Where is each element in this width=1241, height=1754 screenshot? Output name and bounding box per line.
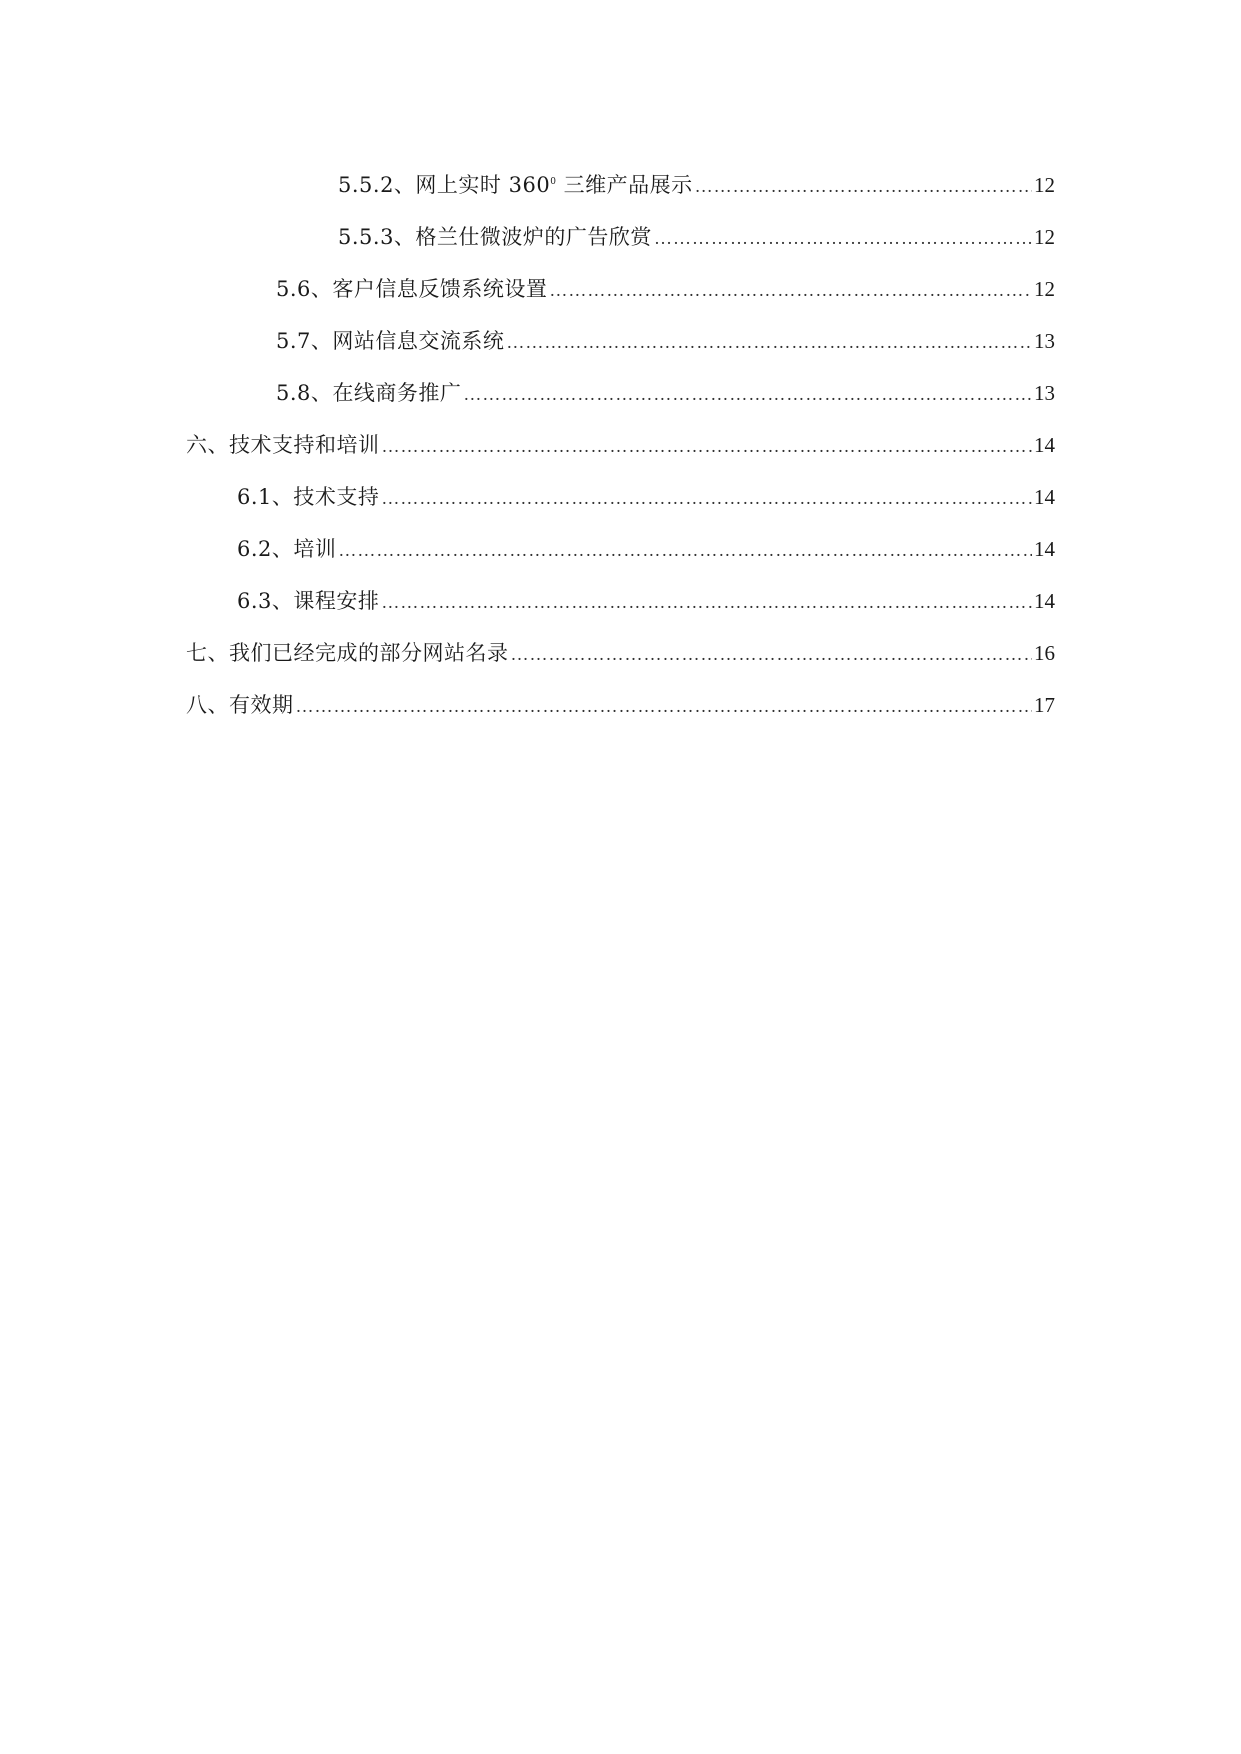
toc-dot-leader bbox=[506, 327, 1032, 357]
toc-entry-5-6[interactable] bbox=[276, 274, 1055, 304]
toc-dot-leader bbox=[382, 431, 1033, 461]
toc-entry-section-8[interactable] bbox=[186, 690, 1055, 720]
toc-entry-5-5-2[interactable] bbox=[338, 170, 1055, 200]
toc-page-number: 14 bbox=[1034, 589, 1055, 613]
toc-page-number: 13 bbox=[1034, 381, 1055, 405]
toc-entry-section-6[interactable] bbox=[186, 430, 1055, 460]
toc-dot-leader bbox=[338, 535, 1032, 565]
toc-entry-5-7[interactable] bbox=[276, 326, 1055, 356]
toc-entry-label: 5.5.2、网上实时 $360^0$ 三维产品展示 bbox=[338, 173, 693, 197]
toc-dot-leader bbox=[381, 587, 1032, 617]
toc-dot-leader bbox=[695, 171, 1032, 201]
toc-page-number: 12 bbox=[1034, 225, 1055, 249]
toc-entry-label: 八、有效期 bbox=[186, 693, 294, 717]
toc-entry-label: 5.5.3、格兰仕微波炉的广告欣赏 bbox=[338, 225, 652, 249]
toc-dot-leader bbox=[654, 223, 1032, 253]
toc-entry-label: 六、技术支持和培训 bbox=[186, 433, 380, 457]
toc-entry-label: 七、我们已经完成的部分网站名录 bbox=[186, 641, 509, 665]
toc-entry-label: 6.2、培训 bbox=[237, 537, 337, 561]
toc-entry-5-8[interactable] bbox=[276, 378, 1055, 408]
toc-page-number: 14 bbox=[1034, 537, 1055, 561]
toc-entry-6-2[interactable] bbox=[237, 534, 1055, 564]
toc-dot-leader bbox=[511, 639, 1033, 669]
toc-page-number: 14 bbox=[1034, 433, 1055, 457]
toc-entry-label: 5.8、在线商务推广 bbox=[276, 381, 462, 405]
toc-dot-leader bbox=[463, 379, 1032, 409]
toc-entry-label: 6.3、课程安排 bbox=[237, 589, 380, 613]
toc-entry-label: 5.6、客户信息反馈系统设置 bbox=[276, 277, 548, 301]
toc-page-number: 14 bbox=[1034, 485, 1055, 509]
toc-dot-leader bbox=[381, 483, 1032, 513]
toc-page-number: 12 bbox=[1034, 277, 1055, 301]
toc-entry-5-5-3[interactable] bbox=[338, 222, 1055, 252]
toc-entry-label: 5.7、网站信息交流系统 bbox=[276, 329, 505, 353]
toc-dot-leader bbox=[296, 691, 1033, 721]
toc-entry-6-1[interactable] bbox=[237, 482, 1055, 512]
toc-dot-leader bbox=[549, 275, 1032, 305]
toc-page-number: 16 bbox=[1034, 641, 1055, 665]
toc-page-number: 12 bbox=[1034, 173, 1055, 197]
toc-entry-section-7[interactable] bbox=[186, 638, 1055, 668]
toc-page-number: 13 bbox=[1034, 329, 1055, 353]
toc-page-number: 17 bbox=[1034, 693, 1055, 717]
toc-entry-label: 6.1、技术支持 bbox=[237, 485, 380, 509]
toc-entry-6-3[interactable] bbox=[237, 586, 1055, 616]
